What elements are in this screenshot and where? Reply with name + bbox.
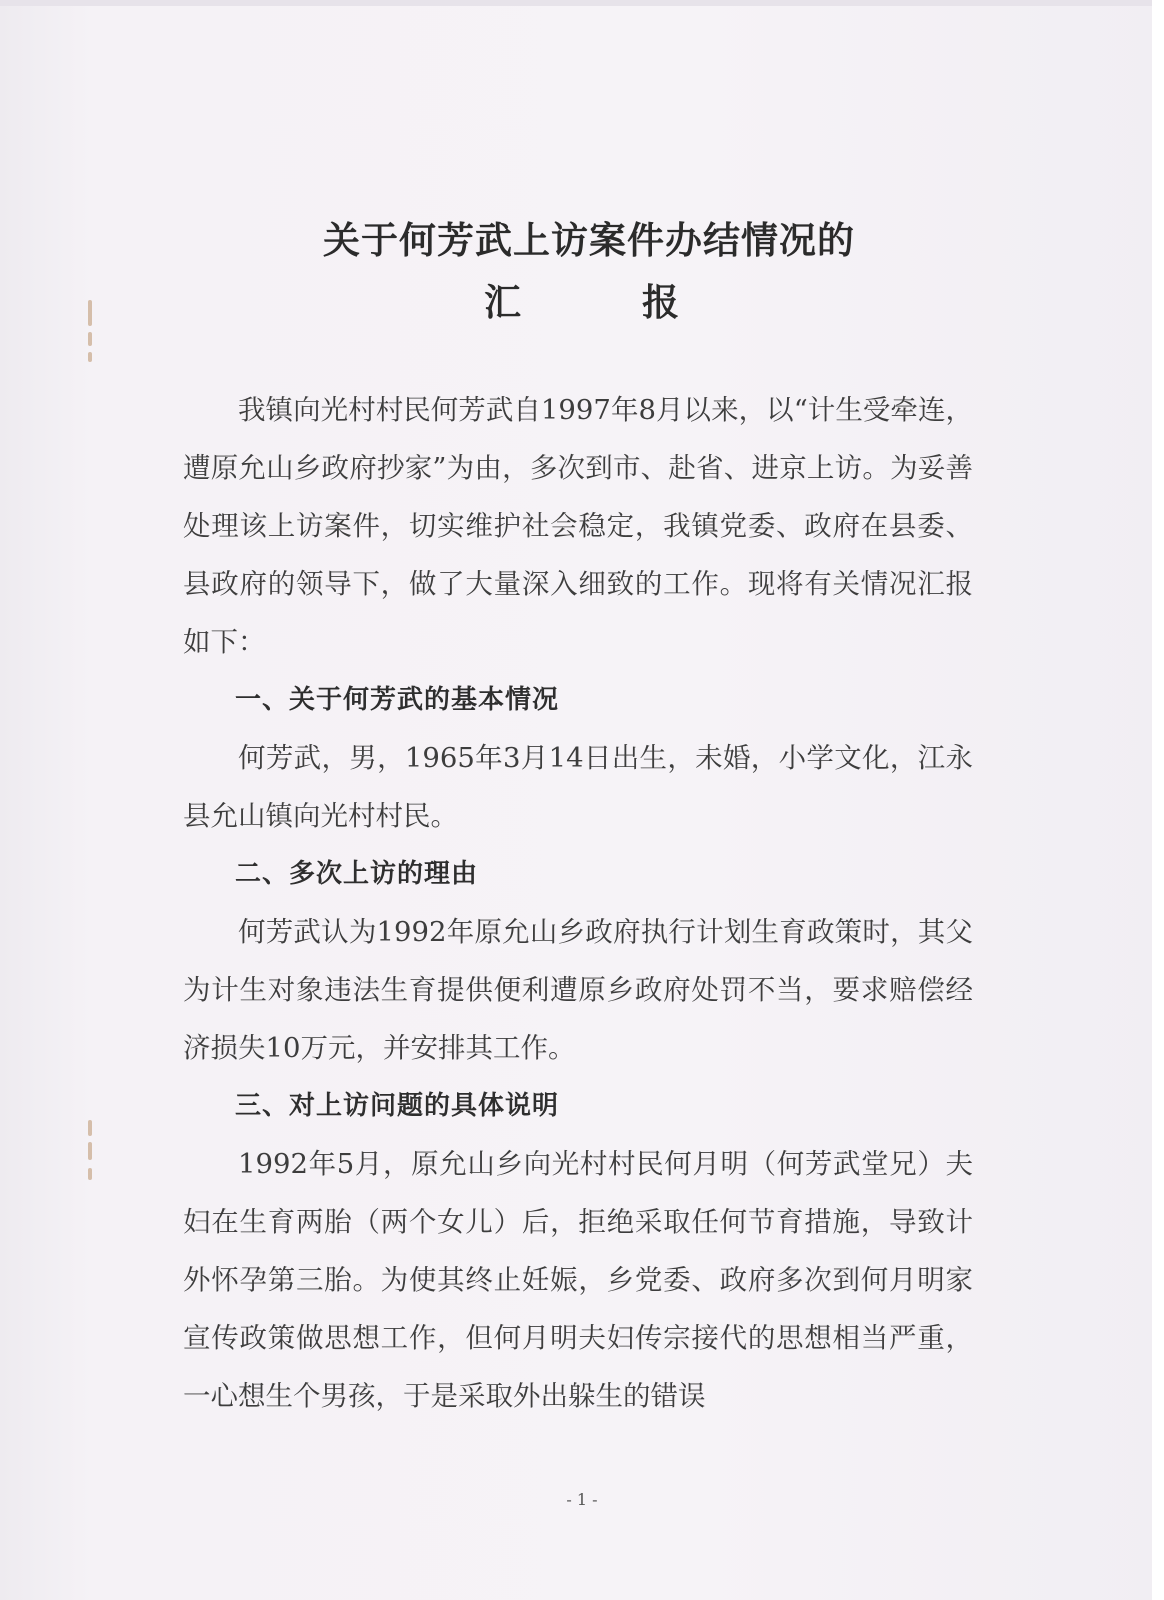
document-title-line2 [0, 272, 1164, 326]
section-heading: 一、关于何芳武的基本情况 [235, 685, 560, 715]
binding-mark [88, 1168, 92, 1180]
binding-mark [88, 332, 92, 346]
document-body [183, 381, 973, 1425]
body-paragraph: 何芳武认为1992年原允山乡政府执行计划生育政策时，其父为计生对象违法生育提供便利遭原乡政府处罚不当，要求赔偿经济损失10万元，并安排其工作。 [183, 916, 973, 1064]
body-paragraph: 何芳武，男，1965年3月14日出生，未婚，小学文化，江永县允山镇向光村村民。 [183, 742, 973, 832]
body-paragraph: 我镇向光村村民何芳武自1997年8月以来，以“计生受牵连，遭原允山乡政府抄家”为由，多次到市、赴省、进京上访。为妥善处理该上访案件，切实维护社会稳定，我镇党委、政府在县委、县政府的领导下，做了大量深入细致的工作。现将有关情况汇报如下： [183, 394, 973, 658]
section-heading: 三、对上访问题的具体说明 [235, 1091, 560, 1121]
title-char-bao: 报 [642, 281, 680, 324]
title-char-hui: 汇 [484, 281, 522, 324]
binding-mark [88, 1120, 92, 1136]
binding-mark [88, 1142, 92, 1160]
section-heading: 二、多次上访的理由 [235, 859, 479, 889]
page-number: - 1 - [566, 1490, 598, 1509]
binding-mark [88, 352, 92, 362]
scan-top-edge [0, 0, 1164, 6]
body-paragraph: 1992年5月，原允山乡向光村村民何月明（何芳武堂兄）夫妇在生育两胎（两个女儿）后，拒绝采取任何节育措施，导致计外怀孕第三胎。为使其终止妊娠，乡党委、政府多次到何月明家宣传政策做思想工作，但何月明夫妇传宗接代的思想相当严重，一心想生个男孩，于是采取外出躲生的错误 [183, 1148, 973, 1412]
document-title-line1: 关于何芳武上访案件办结情况的 [323, 219, 855, 262]
